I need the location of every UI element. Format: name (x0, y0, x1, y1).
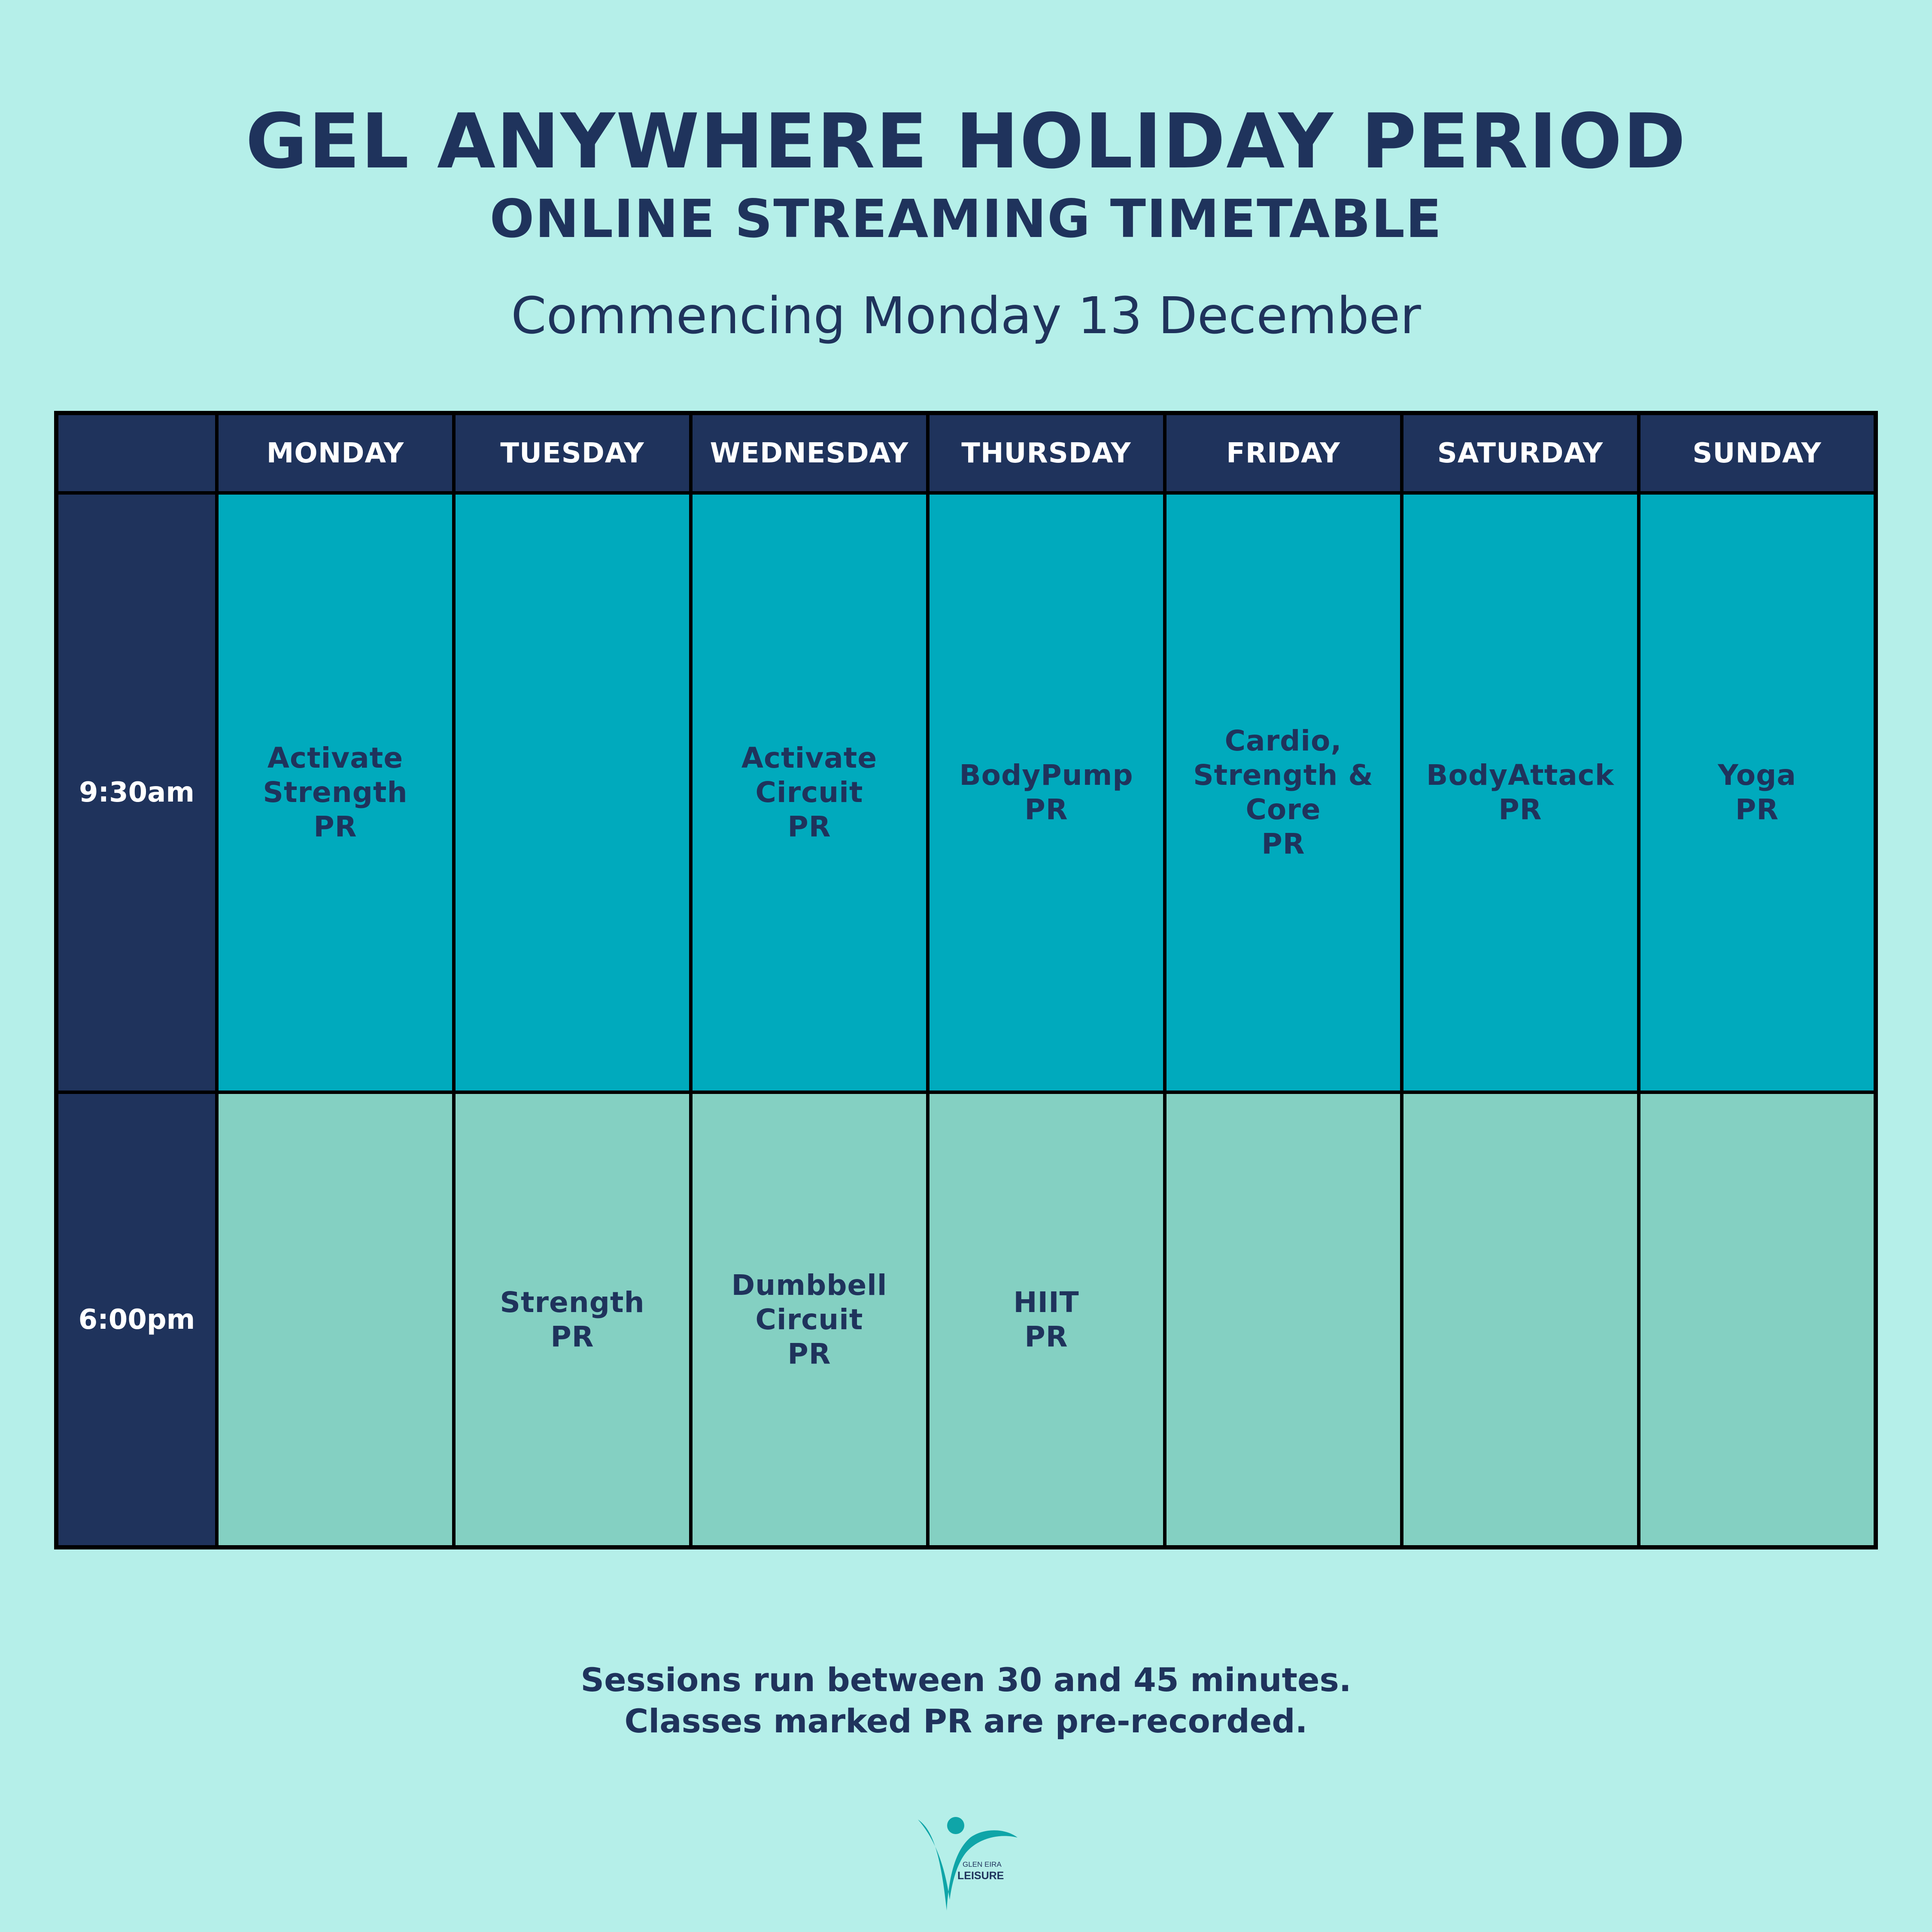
class-name-line: BodyPump (959, 759, 1133, 792)
class-name-line: PR (1498, 793, 1542, 826)
class-name-line: PR (313, 810, 357, 844)
class-cell-tuesday (454, 1092, 691, 1547)
class-cell-friday (1165, 1092, 1402, 1547)
class-name-line: PR (1735, 793, 1779, 826)
footer-note (0, 1659, 1932, 1742)
day-header-row (56, 413, 1876, 493)
class-name-line: BodyAttack (1426, 759, 1614, 792)
class-name-line: Yoga (1718, 759, 1796, 792)
class-name-line: PR (1261, 827, 1305, 861)
class-cell-thursday (928, 1092, 1165, 1547)
class-name-line: Cardio, (1224, 724, 1342, 758)
class-cell-wednesday (691, 493, 928, 1092)
class-name-line: HIIT (1013, 1285, 1079, 1319)
corner-cell (56, 413, 217, 493)
class-cell-saturday (1402, 1092, 1639, 1547)
class-name-line: Activate (741, 741, 878, 775)
class-name-line: Circuit (755, 776, 863, 809)
class-name-line: PR (1024, 1320, 1068, 1353)
commencing-date: Commencing Monday 13 December (511, 286, 1421, 345)
day-header-monday: MONDAY (217, 413, 454, 493)
day-header-tuesday: TUESDAY (454, 413, 691, 493)
class-name-line: Strength & (1193, 759, 1373, 792)
logo-text-leisure: LEISURE (957, 1870, 1004, 1882)
day-header-sunday: SUNDAY (1639, 413, 1876, 493)
class-cell-thursday (928, 493, 1165, 1092)
footer-line-duration: Sessions run between 30 and 45 minutes. (580, 1661, 1352, 1699)
class-name-line: Strength (263, 776, 408, 809)
glen-eira-leisure-logo (914, 1812, 1022, 1915)
day-header-wednesday: WEDNESDAY (691, 413, 928, 493)
class-cell-sunday (1639, 1092, 1876, 1547)
timeslot-row-evening (56, 1092, 1876, 1547)
day-header-thursday: THURSDAY (928, 413, 1165, 493)
class-cell-tuesday (454, 493, 691, 1092)
class-name-line: Circuit (755, 1303, 863, 1336)
page-title: GEL ANYWHERE HOLIDAY PERIOD (245, 97, 1687, 185)
footer-line-prerecorded: Classes marked PR are pre-recorded. (624, 1702, 1308, 1740)
class-name-line: PR (787, 1337, 831, 1370)
class-cell-monday (217, 1092, 454, 1547)
time-label: 9:30am (56, 493, 217, 1092)
logo-head-icon (947, 1817, 964, 1834)
class-cell-sunday (1639, 493, 1876, 1092)
time-label: 6:00pm (56, 1092, 217, 1547)
class-name-line: PR (1024, 793, 1068, 826)
page-subtitle: ONLINE STREAMING TIMETABLE (489, 188, 1443, 249)
timetable (54, 411, 1878, 1549)
timeslot-row-morning (56, 493, 1876, 1092)
class-name-line: Strength (500, 1285, 645, 1319)
class-cell-saturday (1402, 493, 1639, 1092)
day-header-friday: FRIDAY (1165, 413, 1402, 493)
class-cell-wednesday (691, 1092, 928, 1547)
class-cell-friday (1165, 493, 1402, 1092)
class-name-line: Activate (267, 741, 404, 775)
logo-text-glen-eira: GLEN EIRA (963, 1860, 1002, 1868)
class-name-line: Core (1245, 793, 1321, 826)
class-name-line: PR (787, 810, 831, 844)
class-cell-monday (217, 493, 454, 1092)
day-header-saturday: SATURDAY (1402, 413, 1639, 493)
class-name-line: PR (550, 1320, 594, 1353)
class-name-line: Dumbbell (731, 1268, 887, 1302)
